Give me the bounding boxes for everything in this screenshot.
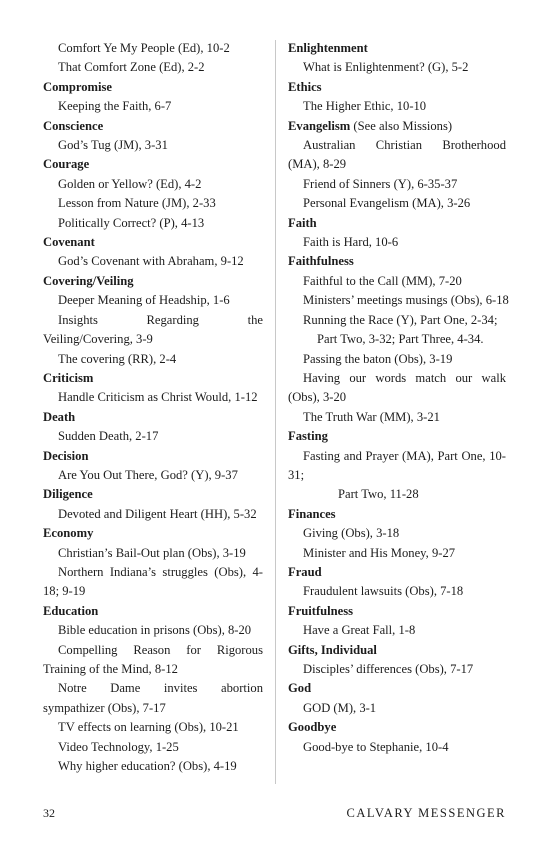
index-heading: Education	[43, 603, 99, 618]
index-entry: Christian’s Bail-Out plan (Obs), 3-19	[58, 545, 246, 560]
index-heading: Conscience	[43, 118, 104, 133]
index-entry: TV effects on learning (Obs), 10-21	[58, 720, 239, 735]
index-heading: Decision	[43, 448, 89, 463]
index-entry: GOD (M), 3-1	[303, 700, 377, 715]
index-heading: Fruitfulness	[288, 603, 354, 618]
index-heading: Diligence	[43, 487, 93, 502]
index-entry: Notre Dame invites abortion sympathizer (Obs), 7-17	[43, 681, 263, 715]
index-entry: Running the Race (Y), Part One, 2-34;	[303, 312, 498, 327]
index-heading: Gifts, Individual	[288, 642, 377, 657]
index-entry: Giving (Obs), 3-18	[303, 526, 400, 541]
index-entry: Insights Regarding the Veiling/Covering, 3-9	[43, 312, 263, 347]
index-entry: Personal Evangelism (MA), 3-26	[303, 196, 471, 211]
index-entry: Ministers’ meetings musings (Obs), 6-18	[303, 293, 509, 308]
index-heading: Economy	[43, 526, 94, 541]
index-heading: Criticism	[43, 370, 94, 385]
index-entry: Lesson from Nature (JM), 2-33	[58, 196, 216, 211]
index-entry: The Truth War (MM), 3-21	[303, 409, 440, 424]
see-also-note: (See also Missions)	[350, 118, 453, 133]
index-entry: Bible education in prisons (Obs), 8-20	[58, 623, 252, 638]
index-entry: Faith is Hard, 10-6	[303, 235, 399, 250]
index-entry: That Comfort Zone (Ed), 2-2	[58, 60, 205, 75]
index-heading: Goodbye	[288, 720, 337, 735]
index-heading: God	[288, 681, 312, 696]
index-entry: Faithful to the Call (MM), 7-20	[303, 273, 462, 288]
index-heading: Enlightenment	[288, 41, 368, 55]
index-entry: Northern Indiana’s struggles (Obs), 4-18; 9-19	[43, 564, 263, 599]
column-divider	[275, 40, 276, 784]
index-entry: God’s Tug (JM), 3-31	[58, 138, 168, 153]
index-entry: Video Technology, 1-25	[58, 739, 179, 754]
index-entry: Fasting and Prayer (MA), Part One, 10-31;	[288, 448, 506, 482]
running-title: CALVARY MESSENGER	[346, 806, 506, 820]
index-entry: Politically Correct? (P), 4-13	[58, 215, 205, 230]
index-entry: Australian Christian Brotherhood (MA), 8-29	[288, 138, 506, 172]
index-entry: Minister and His Money, 9-27	[303, 545, 456, 560]
index-entry: Fraudulent lawsuits (Obs), 7-18	[303, 584, 464, 599]
index-heading: Fraud	[288, 564, 322, 579]
index-entry: God’s Covenant with Abraham, 9-12	[58, 254, 244, 269]
index-heading: Death	[43, 409, 76, 424]
index-heading: Courage	[43, 157, 90, 172]
index-entry: Keeping the Faith, 6-7	[58, 99, 172, 114]
index-heading: Covenant	[43, 235, 95, 250]
index-entry: Good-bye to Stephanie, 10-4	[303, 739, 449, 754]
index-entry: Why higher education? (Obs), 4-19	[58, 759, 237, 774]
index-entry: Part Two, 11-28	[338, 487, 419, 502]
index-entry: Devoted and Diligent Heart (HH), 5-32	[58, 506, 257, 521]
index-entry: Sudden Death, 2-17	[58, 429, 159, 444]
index-entry: Part Two, 3-32; Part Three, 4-34.	[317, 332, 484, 347]
index-entry: Comfort Ye My People (Ed), 10-2	[58, 41, 230, 55]
index-heading-label: Evangelism	[288, 118, 351, 133]
index-entry: Are You Out There, God? (Y), 9-37	[58, 467, 238, 482]
index-heading: Compromise	[43, 79, 113, 94]
index-entry: Friend of Sinners (Y), 6-35-37	[303, 176, 458, 191]
index-column-right	[288, 39, 509, 757]
index-heading: Ethics	[288, 79, 322, 94]
index-heading: Faithfulness	[288, 254, 354, 269]
index-entry: The Higher Ethic, 10-10	[303, 99, 427, 114]
index-entry: Disciples’ differences (Obs), 7-17	[303, 662, 474, 676]
index-entry: Compelling Reason for Rigorous Training of the Mind, 8-12	[43, 642, 263, 676]
index-heading: Covering/Veiling	[43, 273, 134, 288]
index-entry: Golden or Yellow? (Ed), 4-2	[58, 176, 202, 191]
index-heading: Faith	[288, 215, 317, 230]
index-column-left	[43, 39, 263, 776]
index-entry: What is Enlightenment? (G), 5-2	[303, 60, 469, 75]
index-entry: Handle Criticism as Christ Would, 1-12	[58, 390, 258, 405]
index-entry: Deeper Meaning of Headship, 1-6	[58, 293, 230, 308]
index-entry: Passing the baton (Obs), 3-19	[303, 351, 453, 366]
index-entry: The covering (RR), 2-4	[58, 351, 177, 366]
index-heading: Finances	[288, 506, 336, 521]
index-heading	[288, 117, 506, 136]
page-number: 32	[43, 806, 55, 820]
index-entry: Have a Great Fall, 1-8	[303, 623, 416, 638]
index-entry: Having our words match our walk (Obs), 3-20	[288, 370, 506, 405]
index-heading: Fasting	[288, 429, 328, 444]
